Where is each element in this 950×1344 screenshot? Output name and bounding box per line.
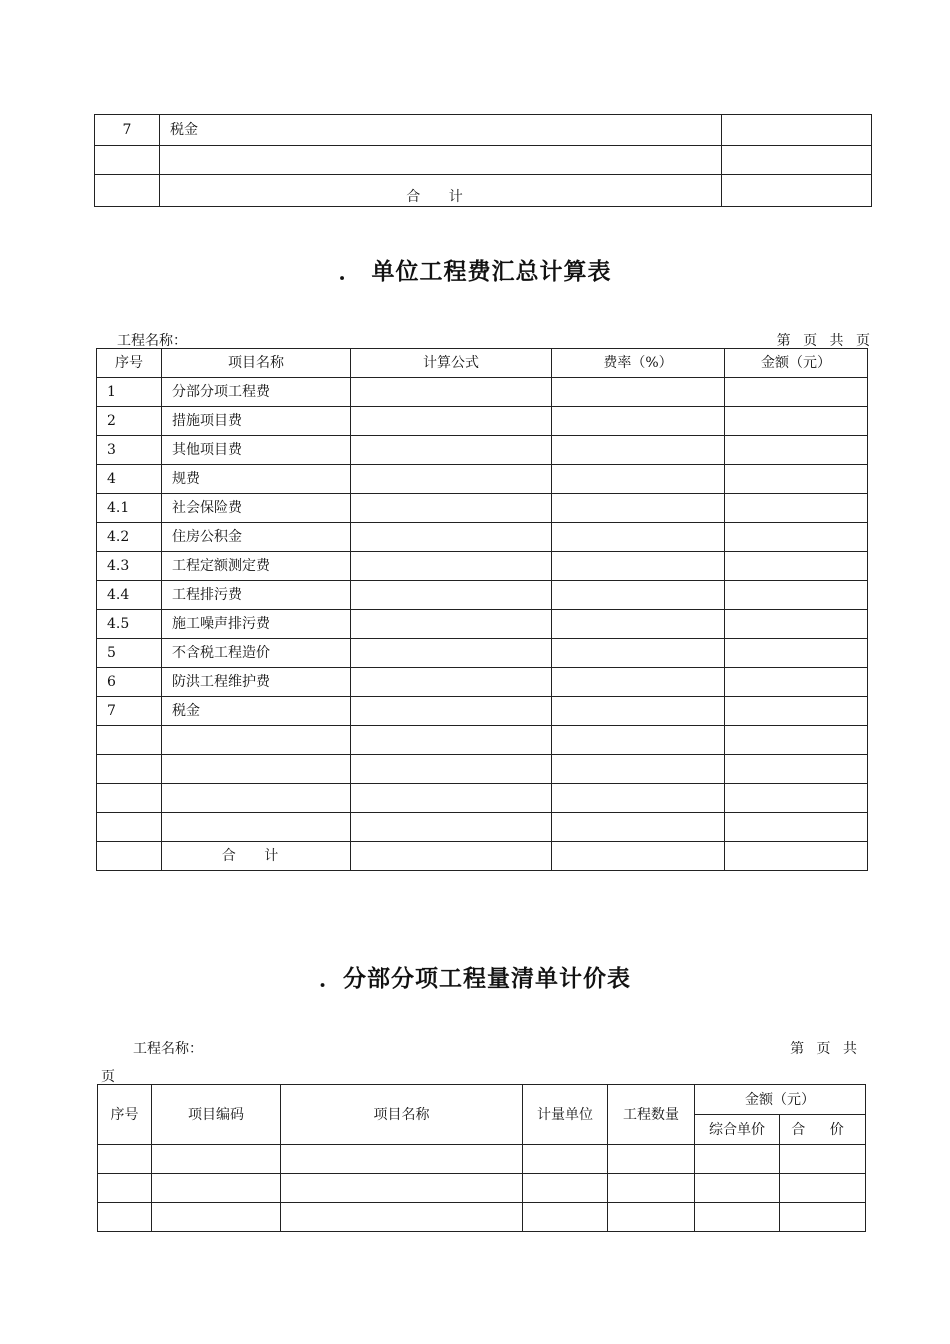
header-cell: 综合单价 xyxy=(695,1115,780,1145)
header-cell: 项目名称 xyxy=(281,1085,523,1145)
amount-cell xyxy=(725,697,868,726)
amount-cell xyxy=(725,378,868,407)
table-cell xyxy=(523,1145,608,1174)
table-cell xyxy=(523,1203,608,1232)
table-row xyxy=(98,1145,866,1174)
rate-cell xyxy=(552,842,725,871)
total-label: 合 计 xyxy=(160,175,722,207)
table-row xyxy=(95,115,872,146)
row-number: 4 xyxy=(97,465,162,494)
header-cell: 项目名称 xyxy=(162,349,351,378)
table-cell xyxy=(608,1174,695,1203)
formula-cell xyxy=(351,436,552,465)
item-name: 分部分项工程费 xyxy=(162,378,351,407)
item-name xyxy=(162,784,351,813)
item-name: 防洪工程维护费 xyxy=(162,668,351,697)
amount-cell xyxy=(722,146,872,175)
rate-cell xyxy=(552,494,725,523)
total-row xyxy=(95,175,872,207)
table-row xyxy=(97,436,868,465)
header-cell: 金额（元） xyxy=(725,349,868,378)
item-name: 措施项目费 xyxy=(162,407,351,436)
row-number xyxy=(97,784,162,813)
table-cell xyxy=(98,1145,152,1174)
amount-cell xyxy=(725,668,868,697)
header-row xyxy=(97,349,868,378)
row-number: 4.4 xyxy=(97,581,162,610)
cost-summary-table xyxy=(96,348,868,871)
rate-cell xyxy=(552,552,725,581)
header-row xyxy=(98,1085,866,1115)
bill-of-quantities-table xyxy=(97,1084,866,1232)
table-cell xyxy=(281,1174,523,1203)
table-cell xyxy=(281,1203,523,1232)
rate-cell xyxy=(552,465,725,494)
amount-cell xyxy=(725,436,868,465)
header-cell: 序号 xyxy=(98,1085,152,1145)
item-name: 施工噪声排污费 xyxy=(162,610,351,639)
rate-cell xyxy=(552,697,725,726)
table-cell xyxy=(695,1174,780,1203)
row-number: 4.2 xyxy=(97,523,162,552)
amount-cell xyxy=(725,784,868,813)
table-row xyxy=(97,784,868,813)
header-cell: 项目编码 xyxy=(152,1085,281,1145)
formula-cell xyxy=(351,813,552,842)
row-number xyxy=(95,146,160,175)
formula-cell xyxy=(351,784,552,813)
project-name-label: 工程名称： xyxy=(117,333,187,349)
rate-cell xyxy=(552,407,725,436)
table-row xyxy=(97,523,868,552)
table-row xyxy=(97,639,868,668)
table-cell xyxy=(152,1145,281,1174)
table-row xyxy=(97,726,868,755)
amount-cell xyxy=(722,115,872,146)
row-number: 4.5 xyxy=(97,610,162,639)
top-continuation-table xyxy=(94,114,872,207)
formula-cell xyxy=(351,668,552,697)
table-row xyxy=(97,697,868,726)
table-row xyxy=(97,465,868,494)
row-number: 1 xyxy=(97,378,162,407)
formula-cell xyxy=(351,523,552,552)
row-number: 3 xyxy=(97,436,162,465)
row-number: 6 xyxy=(97,668,162,697)
row-number: 4.1 xyxy=(97,494,162,523)
table-row xyxy=(98,1174,866,1203)
rate-cell xyxy=(552,639,725,668)
header-cell: 工程数量 xyxy=(608,1085,695,1145)
table-cell xyxy=(695,1145,780,1174)
header-cell: 金额（元） xyxy=(695,1085,866,1115)
table-cell xyxy=(523,1174,608,1203)
amount-cell xyxy=(725,813,868,842)
row-number xyxy=(97,842,162,871)
page-count-label: 第 页 共 xyxy=(790,1041,861,1057)
table-row xyxy=(97,581,868,610)
rate-cell xyxy=(552,784,725,813)
formula-cell xyxy=(351,639,552,668)
header-cell: 费率（%） xyxy=(552,349,725,378)
rate-cell xyxy=(552,436,725,465)
amount-cell xyxy=(725,523,868,552)
page-count-continuation: 页 xyxy=(101,1069,115,1085)
row-number: 5 xyxy=(97,639,162,668)
rate-cell xyxy=(552,581,725,610)
table-row xyxy=(97,378,868,407)
rate-cell xyxy=(552,610,725,639)
amount-cell xyxy=(725,610,868,639)
table-row xyxy=(95,146,872,175)
formula-cell xyxy=(351,726,552,755)
table-row xyxy=(97,494,868,523)
total-row xyxy=(97,842,868,871)
item-name: 税金 xyxy=(160,115,722,146)
item-name: 社会保险费 xyxy=(162,494,351,523)
table-cell xyxy=(780,1174,866,1203)
table-cell xyxy=(695,1203,780,1232)
amount-cell xyxy=(725,465,868,494)
row-number: 4.3 xyxy=(97,552,162,581)
table-cell xyxy=(608,1203,695,1232)
row-number xyxy=(95,175,160,207)
formula-cell xyxy=(351,378,552,407)
page-count-label: 第 页 共 页 xyxy=(776,333,874,349)
item-name xyxy=(162,813,351,842)
amount-cell xyxy=(725,552,868,581)
rate-cell xyxy=(552,378,725,407)
rate-cell xyxy=(552,726,725,755)
table-row xyxy=(97,668,868,697)
header-cell: 计算公式 xyxy=(351,349,552,378)
amount-cell xyxy=(725,407,868,436)
rate-cell xyxy=(552,668,725,697)
item-name: 工程排污费 xyxy=(162,581,351,610)
formula-cell xyxy=(351,581,552,610)
item-name: 住房公积金 xyxy=(162,523,351,552)
rate-cell xyxy=(552,755,725,784)
table-row xyxy=(98,1203,866,1232)
amount-cell xyxy=(725,494,868,523)
formula-cell xyxy=(351,755,552,784)
row-number xyxy=(97,726,162,755)
table-cell xyxy=(98,1203,152,1232)
table-cell xyxy=(780,1203,866,1232)
formula-cell xyxy=(351,610,552,639)
item-name: 工程定额测定费 xyxy=(162,552,351,581)
amount-cell xyxy=(725,755,868,784)
formula-cell xyxy=(351,494,552,523)
row-number: 2 xyxy=(97,407,162,436)
table-cell xyxy=(281,1145,523,1174)
item-name xyxy=(160,146,722,175)
table-cell xyxy=(152,1174,281,1203)
header-cell: 序号 xyxy=(97,349,162,378)
item-name xyxy=(162,755,351,784)
formula-cell xyxy=(351,842,552,871)
table-row xyxy=(97,813,868,842)
table-row xyxy=(97,552,868,581)
formula-cell xyxy=(351,465,552,494)
item-name: 税金 xyxy=(162,697,351,726)
item-name: 不含税工程造价 xyxy=(162,639,351,668)
item-name xyxy=(162,726,351,755)
item-name: 其他项目费 xyxy=(162,436,351,465)
amount-cell xyxy=(725,639,868,668)
formula-cell xyxy=(351,407,552,436)
table-row xyxy=(97,407,868,436)
formula-cell xyxy=(351,552,552,581)
amount-cell xyxy=(725,726,868,755)
rate-cell xyxy=(552,813,725,842)
rate-cell xyxy=(552,523,725,552)
table-cell xyxy=(608,1145,695,1174)
table-row xyxy=(97,755,868,784)
row-number: 7 xyxy=(97,697,162,726)
table-cell xyxy=(152,1203,281,1232)
amount-cell xyxy=(725,581,868,610)
header-cell: 计量单位 xyxy=(523,1085,608,1145)
formula-cell xyxy=(351,697,552,726)
section2-title: ．分部分项工程量清单计价表 xyxy=(319,966,631,992)
row-number xyxy=(97,813,162,842)
header-cell: 合 价 xyxy=(780,1115,866,1145)
row-number: 7 xyxy=(95,115,160,146)
table-cell xyxy=(98,1174,152,1203)
total-label: 合 计 xyxy=(162,842,351,871)
amount-cell xyxy=(722,175,872,207)
amount-cell xyxy=(725,842,868,871)
table-cell xyxy=(780,1145,866,1174)
item-name: 规费 xyxy=(162,465,351,494)
table-row xyxy=(97,610,868,639)
section1-title: ． 单位工程费汇总计算表 xyxy=(338,259,612,285)
row-number xyxy=(97,755,162,784)
project-name-label: 工程名称： xyxy=(133,1041,203,1057)
